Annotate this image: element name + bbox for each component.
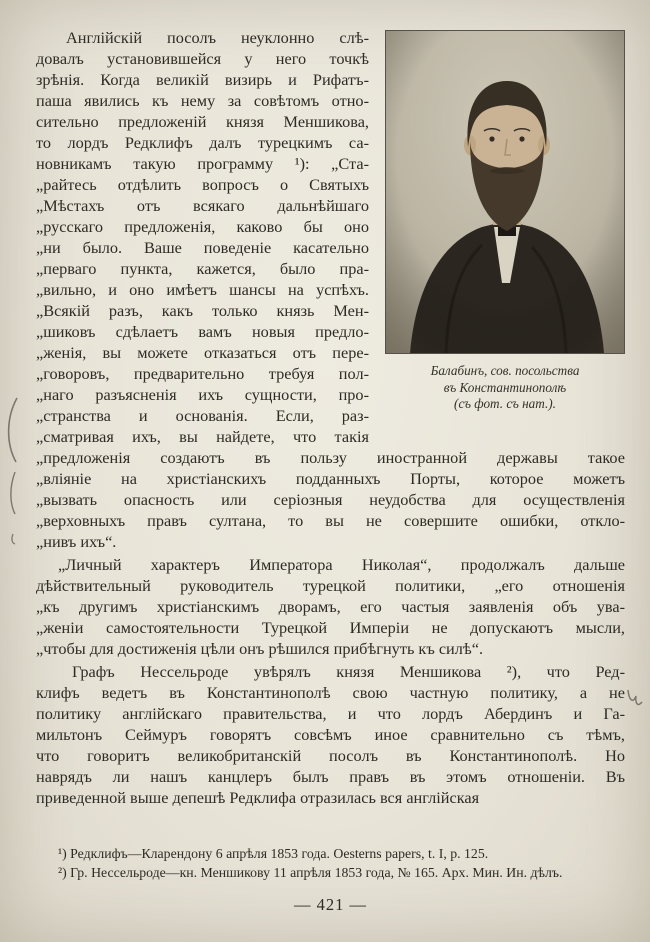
text-line: „наго разъясненія ихъ сущности, про-: [36, 385, 369, 404]
page-number: — 421 —: [294, 895, 367, 914]
footnote-1: ¹) Редклифъ—Кларендону 6 апрѣля 1853 года. Oesterns papers, t. I, p. 125.: [58, 846, 489, 861]
text-line: „райтесь отдѣлить вопросъ о Святыхъ: [36, 175, 369, 194]
text-line: мильтонъ Сеймуръ говорятъ совсѣмъ иное сравнительно съ тѣмъ,: [36, 725, 625, 744]
text-line: „русскаго предложенія, каково бы оно: [36, 217, 369, 236]
text-line: „вліяніе на христіанскихъ подданныхъ Порты, которое можетъ: [36, 469, 625, 488]
text-line: политику англійскаго правительства, и что лордъ Абердинъ и Га-: [36, 704, 625, 723]
text-line: „женія, вы можете отказаться отъ пере-: [36, 343, 369, 362]
text-line: „перваго пункта, кажется, было пра-: [36, 259, 369, 278]
text-line: „Личный характеръ Императора Николая“, продолжалъ дальше: [58, 555, 625, 574]
paragraph-2: [36, 554, 625, 659]
text-line: „нивъ ихъ“.: [36, 532, 117, 551]
text-line: „чтобы для достиженія цѣли онъ рѣшился прибѣгнуть къ силѣ“.: [36, 639, 484, 658]
text-line: „говоровъ, предварительно требуя пол-: [36, 364, 369, 383]
text-line: то лордъ Редклифъ далъ турецкимъ са-: [36, 133, 369, 152]
text-line: „предложенія создаютъ въ пользу иностранной державы такое: [36, 448, 625, 467]
text-line: въ Константинополѣ: [443, 379, 567, 395]
text-line: „вызвать опасность или серіозныя неудобства для осуществленія: [36, 490, 625, 509]
text-line: клифъ ведетъ въ Константинополѣ свою частную политику, а не: [36, 683, 625, 702]
text-line: Графъ Нессельроде увѣрялъ князя Меншикова ²), что Ред-: [72, 662, 625, 681]
text-line: довалъ установившейся у него точкѣ: [36, 49, 369, 68]
portrait-figure: [385, 30, 625, 413]
footnotes: [36, 844, 625, 882]
text-line: „вильно, и оно имѣетъ шансы на успѣхъ.: [36, 280, 369, 299]
text-line: „Мѣстахъ отъ всякаго дальнѣйшаго: [36, 196, 369, 215]
text-line: приведенной выше депешѣ Редклифа отразилась вся англійская: [36, 788, 480, 807]
text-line: „женіи самостоятельности Турецкой Имперіи не допускаютъ мысли,: [36, 618, 625, 637]
text-line: сительно предложеній князя Меншикова,: [36, 112, 369, 131]
text-line: новникамъ такую программу ¹): „Ста-: [36, 154, 369, 173]
portrait-illustration: [386, 31, 624, 353]
text-line: „сматривая ихъ, вы найдете, что такія: [36, 427, 369, 446]
text-line: что говоритъ великобританскій посолъ въ Константинополѣ. Но: [36, 746, 625, 765]
text-line: наврядъ ли нашъ канцлеръ былъ правъ въ этомъ отношеніи. Въ: [36, 767, 625, 786]
text-line: Балабинъ, сов. посольства: [430, 363, 580, 378]
text-line: „къ другимъ христіанскимъ дворамъ, его частыя заявленія объ ува-: [36, 597, 625, 616]
text-line: „странства и основанія. Если, раз-: [36, 406, 369, 425]
text-line: паша явились къ нему за совѣтомъ отно-: [36, 91, 369, 110]
paragraph-3: [36, 661, 625, 808]
text-line: (съ фот. съ нат.).: [454, 396, 556, 411]
text-line: Англійскій посолъ неуклонно слѣ-: [66, 28, 369, 47]
portrait-photo: [385, 30, 625, 354]
text-line: „Всякій разъ, какъ только князь Мен-: [36, 301, 369, 320]
text-line: дѣйствительный руководитель турецкой политики, „его отношенія: [36, 576, 625, 595]
photo-caption: [385, 363, 625, 413]
text-line: „верховныхъ правъ султана, то вы не совершите ошибки, откло-: [36, 511, 625, 530]
text-line: „ни было. Ваше поведеніе касательно: [36, 238, 369, 257]
text-line: „шиковъ сдѣлаетъ вамъ новыя предло-: [36, 322, 369, 341]
text-line: зрѣнія. Когда великій визирь и Рифатъ-: [36, 70, 369, 89]
footnote-2: ²) Гр. Нессельроде—кн. Меншикову 11 апрѣля 1853 года, № 165. Арх. Мин. Ин. дѣлъ.: [58, 865, 563, 880]
